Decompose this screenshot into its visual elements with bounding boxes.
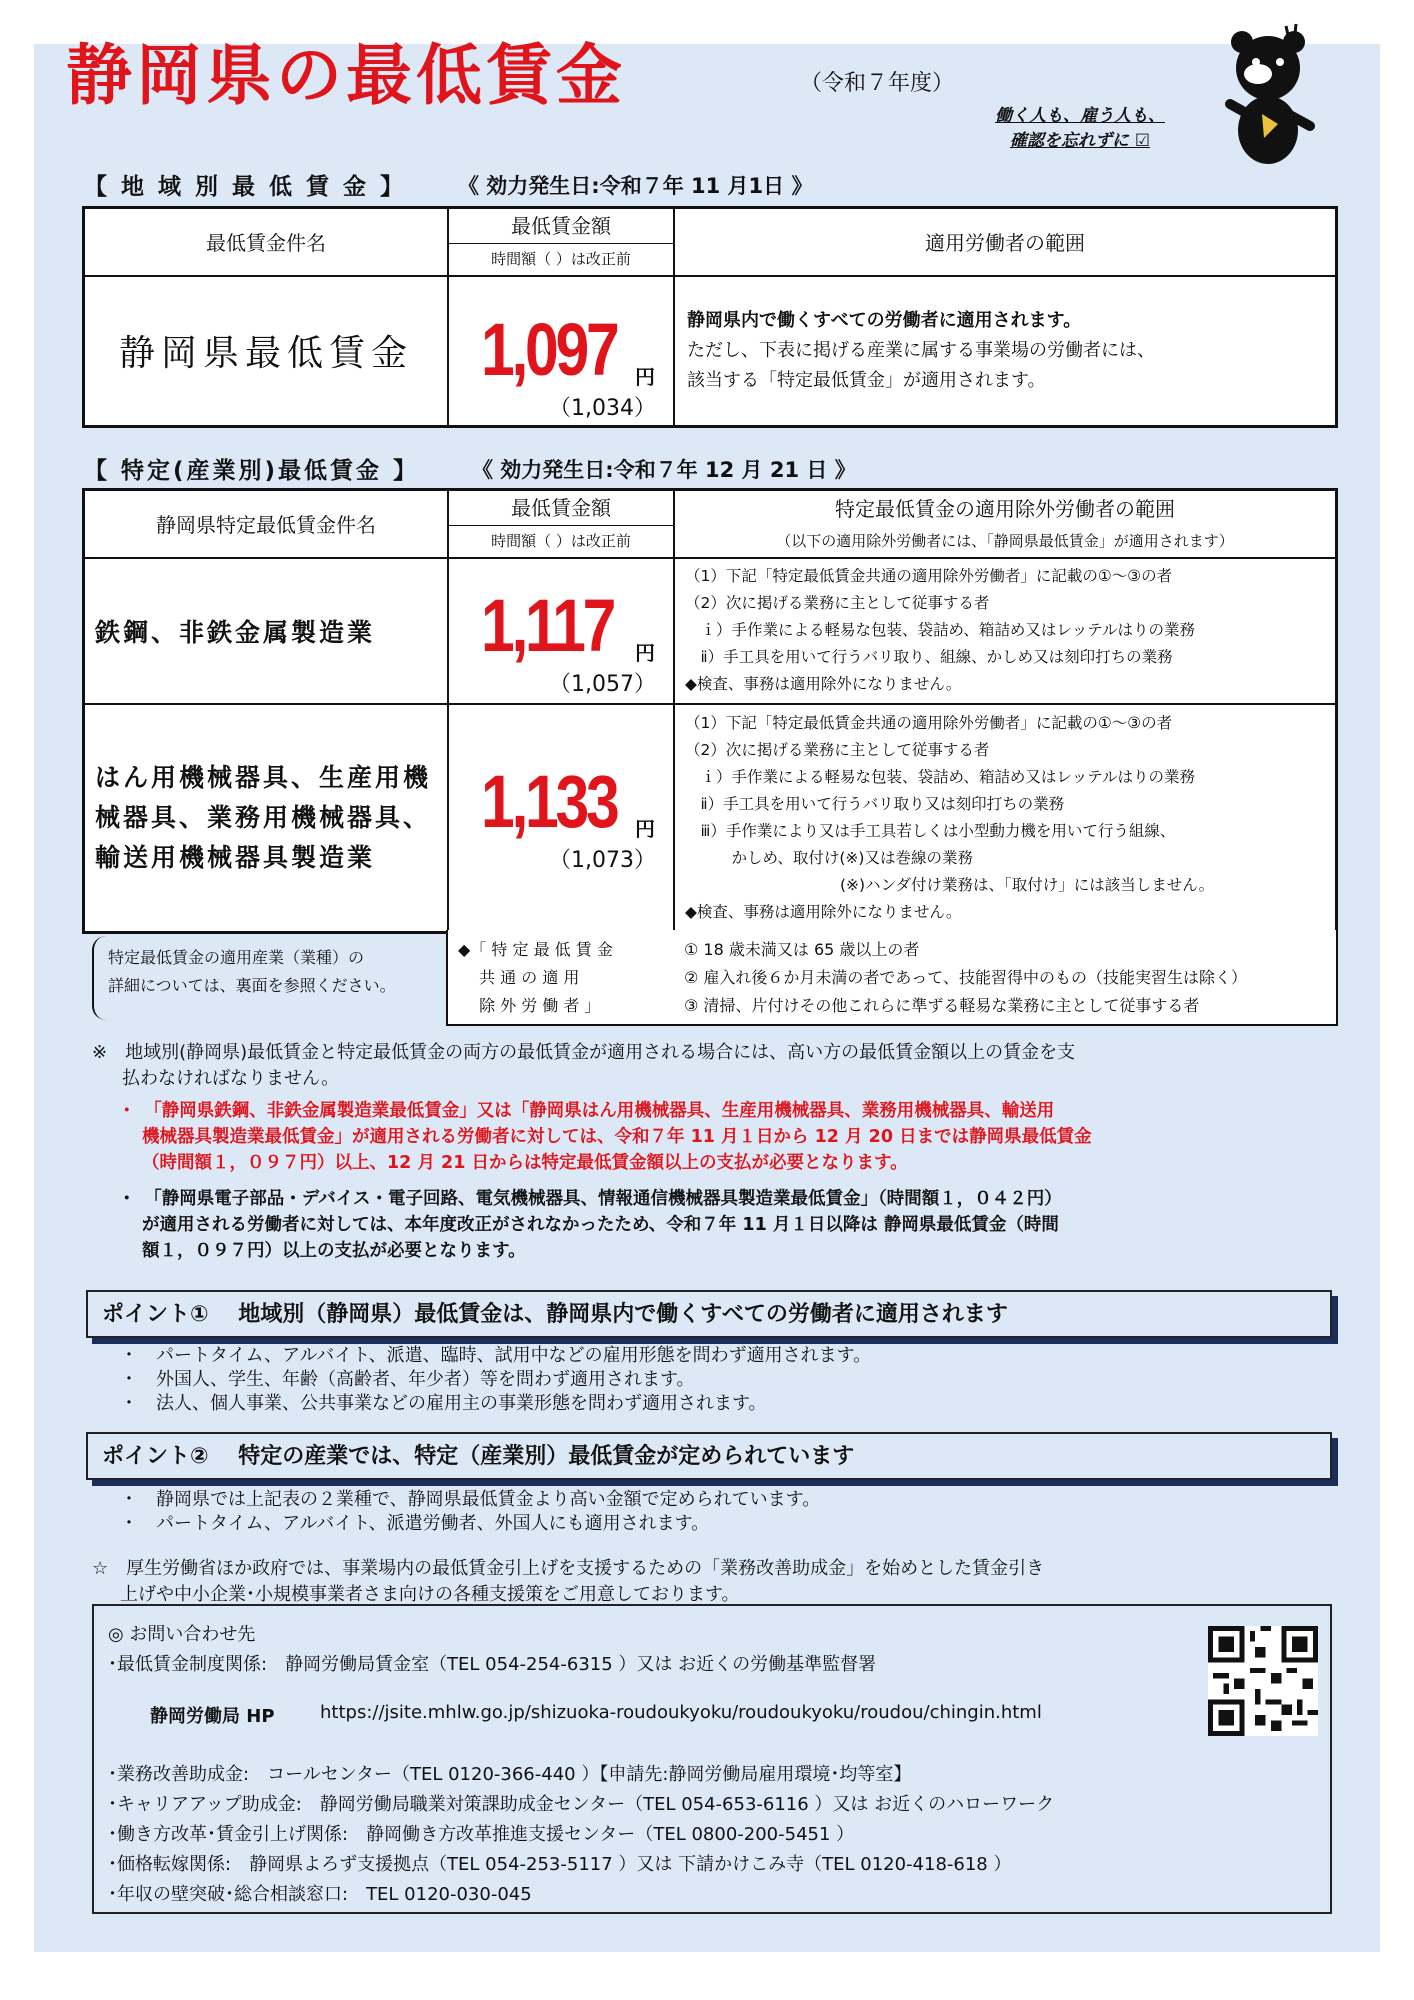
fiscal-year: （令和７年度） xyxy=(800,71,955,96)
page-title: 静岡県の最低賃金 xyxy=(66,37,626,114)
contact-price: ･価格転嫁関係: 静岡県よろず支援拠点（TEL 054-253-5117 ）又は 下請かけこみ寺（TEL 0120-418-618 ） xyxy=(108,1854,1012,1875)
contact-minimum-wage: ･最低賃金制度関係: 静岡労働局賃金室（TEL 054-254-6315 ）又は お近くの労働基準監督署 xyxy=(108,1654,877,1675)
wage-unit: 円 xyxy=(635,816,655,841)
specific-col-name-header: 静岡県特定最低賃金件名 xyxy=(84,490,449,558)
qr-code-icon[interactable] xyxy=(1208,1626,1318,1736)
regional-wage-table xyxy=(82,206,1338,428)
contact-work-style: ･働き方改革･賃金引上げ関係: 静岡働き方改革推進支援センター（TEL 0800-200-5451 ） xyxy=(108,1824,855,1845)
regional-wage-old: （1,034） xyxy=(549,395,656,421)
col-wage-header: 最低賃金額 時間額（ ）は改正前 xyxy=(448,208,674,276)
point1-banner: ポイント① 地域別（静岡県）最低賃金は、静岡県内で働くすべての労働者に適用されます xyxy=(86,1290,1332,1338)
contact-career-up: ･キャリアアップ助成金: 静岡労働局職業対策課助成金センター（TEL 054-653-6116 ）又は お近くのハローワーク xyxy=(108,1794,1055,1815)
regional-heading: 【 地 域 別 最 低 賃 金 】 xyxy=(84,174,407,200)
machinery-wage-old: （1,073） xyxy=(549,847,656,873)
point2-list: ・ 静岡県では上記表の２業種で、静岡県最低賃金より高い金額で定められています。 ・ パートタイム、アルバイト、派遣労働者、外国人にも適用されます。 xyxy=(120,1489,821,1534)
machinery-wage-cell xyxy=(448,704,674,933)
common-exclusions-label: ◆「 特 定 最 低 賃 金 共 通 の 適 用 除 外 労 働 者 」 xyxy=(458,940,613,1015)
machinery-industry-name: はん用機械器具、生産用機 械器具、業務用機械器具、 輸送用機械器具製造業 xyxy=(84,704,449,933)
specific-col-exclusion-header: 特定最低賃金の適用除外労働者の範囲 （以下の適用除外労働者には、「静岡県最低賃金」が適用されます） xyxy=(674,490,1337,558)
common-exclusions-box xyxy=(446,930,1338,1026)
slogan: 働く人も、雇う人も、 確認を忘れずに ☑ xyxy=(995,106,1165,151)
hp-link[interactable]: https://jsite.mhlw.go.jp/shizuoka-roudoukyoku/roudoukyoku/roudou/chingin.html xyxy=(320,1702,1042,1723)
machinery-wage-amount: 1,133 xyxy=(481,759,617,843)
point2-banner: ポイント② 特定の産業では、特定（産業別）最低賃金が定められています xyxy=(86,1432,1332,1480)
contact-income-wall: ･年収の壁突破･総合相談窓口: TEL 0120-030-045 xyxy=(108,1884,532,1905)
contact-heading: ◎ お問い合わせ先 xyxy=(108,1624,256,1645)
point1-list: ・ パートタイム、アルバイト、派遣、臨時、試用中などの雇用形態を問わず適用されます。 ・ 外国人、学生、年齢（高齢者、年少者）等を問わず適用されます。 ・ 法人、個人事業、公共事業などの雇用主の事業形態を問わず適用されます。 xyxy=(120,1345,872,1414)
steel-wage-old: （1,057） xyxy=(549,671,656,697)
support-note: ☆ 厚生労働省ほか政府では、事業場内の最低賃金引上げを支援するための「業務改善助成金」を始めとした賃金引き 上げや中小企業･小規模事業者さま向けの各種支援策をご用意しております。 xyxy=(92,1558,1045,1605)
hp-label: 静岡労働局 HP xyxy=(150,1706,275,1727)
specific-wage-table xyxy=(82,488,1338,934)
bear-mascot-icon xyxy=(1190,18,1340,168)
machinery-exclusions: （1）下記「特定最低賃金共通の適用除外労働者」に記載の①～③の者 （2）次に掲げる業務に主として従事する者 ｉ）手作業による軽易な包装、袋詰め、箱詰め又はレッテルはりの業務 ⅱ）手工具を用いて行うバリ取り又は刻印打ちの業務 ⅲ）手作業により又は手工具若しくは小型動力機を用いて行う組線、 かしめ、取付け(※)又は巻線の業務 (※)ハンダ付け業務は、「取付け」には該当しません。 ◆検査、事務は適用除外になりません。 xyxy=(674,704,1337,933)
wage-unit: 円 xyxy=(635,364,655,389)
specific-col-wage-header: 最低賃金額 時間額（ ）は改正前 xyxy=(448,490,674,558)
industry-detail-note: 特定最低賃金の適用産業（業種）の 詳細については、裏面を参照ください。 xyxy=(92,936,448,1020)
electronics-note: ・ 「静岡県電子部品・デバイス・電子回路、電気機械器具、情報通信機械器具製造業最低賃金」（時間額１，０４２円） が適用される労働者に対しては、本年度改正がされなかったため、令和７年 11 月１日以降は 静岡県最低賃金（時間 額１，０９７円）以上の支払が必要となります。 xyxy=(118,1189,1062,1261)
regional-wage-name: 静岡県最低賃金 xyxy=(84,276,449,427)
specific-heading: 【 特定(産業別)最低賃金 】 xyxy=(84,458,420,484)
common-exclusions-list: ① 18 歳未満又は 65 歳以上の者 ② 雇入れ後６か月未満の者であって、技能習得中のもの（技能実習生は除く） ③ 清掃、片付けその他これらに準ずる軽易な業務に主として従事する者 xyxy=(684,940,1247,1015)
steel-exclusions: （1）下記「特定最低賃金共通の適用除外労働者」に記載の①～③の者 （2）次に掲げる業務に主として従事する者 ｉ）手作業による軽易な包装、袋詰め、箱詰め又はレッテルはりの業務 ⅱ）手工具を用いて行うバリ取り、組線、かしめ又は刻印打ちの業務 ◆検査、事務は適用除外になりません。 xyxy=(674,558,1337,704)
contact-subsidy: ･業務改善助成金: コールセンター（TEL 0120-366-440 ）【申請先:静岡労働局雇用環境･均等室】 xyxy=(108,1764,912,1785)
steel-wage-amount: 1,117 xyxy=(481,583,614,667)
col-scope-header: 適用労働者の範囲 xyxy=(674,208,1337,276)
contact-box xyxy=(92,1604,1332,1914)
regional-date: 《 効力発生日:令和７年 11 月1日 》 xyxy=(458,174,813,198)
transition-note: ・ 「静岡県鉄鋼、非鉄金属製造業最低賃金」又は「静岡県はん用機械器具、生産用機械器具、業務用機械器具、輸送用 機械器具製造業最低賃金」が適用される労働者に対しては、令和７年 11 月１日から 12 月 20 日までは静岡県最低賃金 （時間額１，０９７円）以上、12 月 21 日からは特定最低賃金額以上の支払が必要となります。 xyxy=(118,1101,1092,1173)
col-name-header: 最低賃金件名 xyxy=(84,208,449,276)
steel-wage-cell xyxy=(448,558,674,704)
regional-wage-amount: 1,097 xyxy=(481,307,617,391)
regional-wage-cell xyxy=(448,276,674,427)
specific-date: 《 効力発生日:令和７年 12 月 21 日 》 xyxy=(472,458,856,482)
wage-unit: 円 xyxy=(635,640,655,665)
steel-industry-name: 鉄鋼、非鉄金属製造業 xyxy=(84,558,449,704)
main-note: ※ 地域別(静岡県)最低賃金と特定最低賃金の両方の最低賃金が適用される場合には、高い方の最低賃金額以上の賃金を支 払わなければなりません。 xyxy=(92,1042,1076,1089)
regional-scope: 静岡県内で働くすべての労働者に適用されます。 ただし、下表に掲げる産業に属する事業場の労働者には、 該当する「特定最低賃金」が適用されます。 xyxy=(674,276,1337,427)
